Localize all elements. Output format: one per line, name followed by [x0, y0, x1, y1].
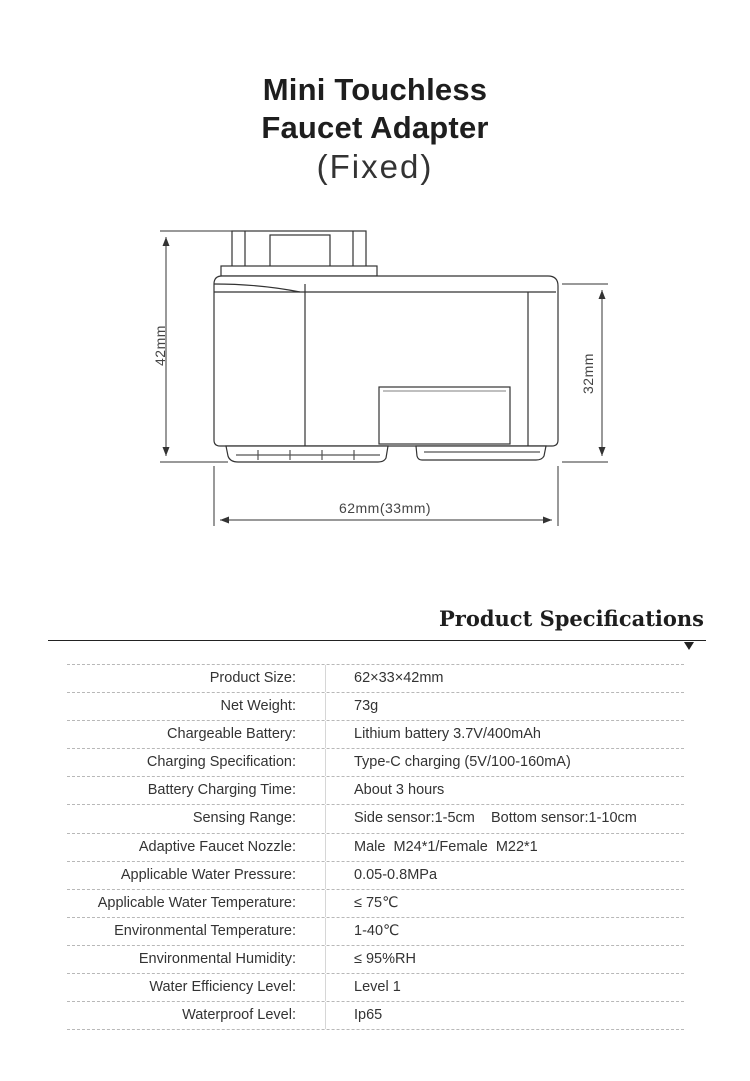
- spec-column-divider: [325, 918, 326, 945]
- spec-row: [67, 720, 684, 748]
- width-dimension-label: 62mm(33mm): [338, 500, 432, 516]
- spec-row: [67, 973, 684, 1001]
- spec-label: Battery Charging Time:: [147, 782, 296, 799]
- section-divider: [48, 640, 706, 641]
- spec-label: Environmental Temperature:: [114, 922, 296, 939]
- body-height-dimension-label: 32mm: [580, 353, 596, 394]
- spec-column-divider: [325, 665, 326, 692]
- spec-value: Level 1: [354, 979, 401, 996]
- spec-label: Applicable Water Temperature:: [97, 894, 296, 911]
- spec-label: Waterproof Level:: [182, 1007, 296, 1024]
- spec-column-divider: [325, 946, 326, 973]
- spec-value: Lithium battery 3.7V/400mAh: [354, 726, 541, 743]
- spec-column-divider: [325, 805, 326, 832]
- spec-label: Sensing Range:: [192, 810, 296, 827]
- specifications-table: [67, 664, 684, 1030]
- spec-label: Applicable Water Pressure:: [120, 866, 296, 883]
- spec-column-divider: [325, 777, 326, 804]
- adapter-top-nut: [221, 231, 377, 276]
- spec-row: [67, 1001, 684, 1030]
- spec-label: Water Efficiency Level:: [149, 979, 296, 996]
- spec-row: [67, 889, 684, 917]
- spec-row: [67, 917, 684, 945]
- spec-value: Type-C charging (5V/100-160mA): [354, 754, 571, 771]
- spec-column-divider: [325, 749, 326, 776]
- spec-row: [67, 748, 684, 776]
- spec-row: [67, 861, 684, 889]
- spec-value: ≤ 75℃: [354, 894, 399, 911]
- spec-column-divider: [325, 890, 326, 917]
- spec-column-divider: [325, 1002, 326, 1029]
- spec-row: [67, 776, 684, 804]
- spec-row: [67, 804, 684, 832]
- adapter-bottom-base: [226, 446, 546, 462]
- page-title-line-2: Faucet Adapter: [261, 110, 489, 145]
- spec-row: [67, 945, 684, 973]
- spec-column-divider: [325, 862, 326, 889]
- page-subtitle: (Fixed): [316, 148, 434, 185]
- spec-value: ≤ 95%RH: [354, 950, 416, 967]
- spec-column-divider: [325, 693, 326, 720]
- spec-row: [67, 664, 684, 692]
- spec-value: Side sensor:1-5cm Bottom sensor:1-10cm: [354, 810, 637, 827]
- spec-label: Environmental Humidity:: [138, 950, 296, 967]
- spec-label: Chargeable Battery:: [167, 726, 296, 743]
- spec-column-divider: [325, 974, 326, 1001]
- spec-row: [67, 692, 684, 720]
- spec-value: 1-40℃: [354, 922, 400, 939]
- spec-label: Product Size:: [209, 670, 296, 686]
- spec-value: About 3 hours: [354, 782, 445, 799]
- spec-column-divider: [325, 721, 326, 748]
- spec-column-divider: [325, 834, 326, 861]
- section-heading: Product Specifications: [438, 606, 704, 631]
- height-dimension-label: 42mm: [152, 325, 168, 366]
- spec-row: [67, 833, 684, 861]
- spec-value: 73g: [354, 698, 379, 715]
- spec-label: Charging Specification:: [146, 754, 296, 771]
- spec-label: Adaptive Faucet Nozzle:: [138, 838, 296, 855]
- spec-label: Net Weight:: [220, 698, 296, 715]
- side-sensor-window: [379, 387, 510, 444]
- spec-value: Male M24*1/Female M22*1: [354, 838, 538, 855]
- page-title-line-1: Mini Touchless: [262, 72, 488, 107]
- spec-value: 0.05-0.8MPa: [354, 866, 438, 883]
- spec-value: 62×33×42mm: [354, 670, 444, 686]
- width-dimension-line: [214, 466, 558, 526]
- spec-value: Ip65: [354, 1007, 383, 1024]
- section-pointer-icon: [684, 642, 694, 650]
